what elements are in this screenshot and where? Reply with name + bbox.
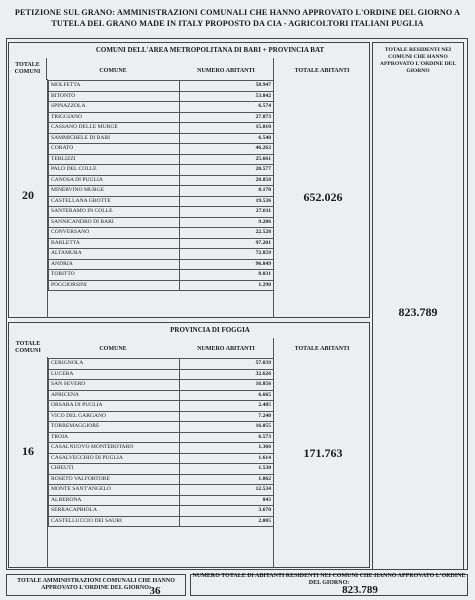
comune-cell: SAMMICHELE DI BARI [49, 133, 180, 144]
abitanti-cell: 57.039 [180, 359, 274, 370]
table-row [49, 228, 274, 239]
table-row [49, 249, 274, 260]
abitanti-cell: 20.577 [180, 165, 274, 176]
comune-cell: LUCERA [49, 369, 180, 380]
foggia-col-totale-abitanti: TOTALE ABITANTI [294, 345, 350, 352]
abitanti-cell: 15.010 [180, 123, 274, 134]
table-row [49, 411, 274, 422]
table-row [49, 453, 274, 464]
foggia-col-total-comuni: TOTALE COMUNI [15, 341, 41, 354]
abitanti-cell: 32.626 [180, 369, 274, 380]
bari-total-abitanti: 652.026 [303, 189, 343, 204]
footer-right-text: NUMERO TOTALE DI ABITANTI RESIDENTI NEI COMUNI CHE HANNO APPROVATO L'ORDINE DEL GIORNO: [192, 573, 466, 586]
footer-right-number: 823.789 [342, 584, 378, 596]
comune-cell: CASSANO DELLE MURGE [49, 123, 180, 134]
comune-cell: ALTAMURA [49, 249, 180, 260]
title-line-1: PETIZIONE SUL GRANO: AMMINISTRAZIONI COMUNALI CHE HANNO APPROVATO L'ORDINE DEL GIORNO A [14, 8, 461, 17]
comune-cell: CASALNUOVO MONTEROTARO [49, 443, 180, 454]
bari-col-totale-abitanti: TOTALE ABITANTI [294, 67, 350, 74]
abitanti-cell: 843 [180, 495, 274, 506]
comune-cell: BARLETTA [49, 238, 180, 249]
abitanti-cell: 1.614 [180, 453, 274, 464]
comune-cell: SERRACAPRIOLA [49, 506, 180, 517]
table-row [49, 133, 274, 144]
table-row [49, 516, 274, 527]
comune-cell: ORSARA DI PUGLIA [49, 401, 180, 412]
table-row [49, 165, 274, 176]
document-title [10, 8, 465, 29]
footer-right [192, 575, 466, 585]
abitanti-cell: 27.873 [180, 112, 274, 123]
foggia-col-comune: COMUNE [99, 345, 127, 352]
foggia-total-comuni: 16 [22, 443, 34, 458]
table-row [49, 196, 274, 207]
table-row [49, 390, 274, 401]
abitanti-cell: 6.574 [180, 102, 274, 113]
bari-col-total-comuni: TOTALE COMUNI [9, 58, 47, 80]
table-row [49, 474, 274, 485]
comune-cell: SPINAZZOLA [49, 102, 180, 113]
footer-left-number: 36 [149, 585, 161, 597]
abitanti-cell: 1.290 [180, 280, 274, 291]
abitanti-cell: 25.661 [180, 154, 274, 165]
comune-cell: TERLIZZI [49, 154, 180, 165]
foggia-section-title: PROVINCIA DI FOGGIA [170, 325, 250, 334]
comune-cell: CHIEUTI [49, 464, 180, 475]
abitanti-cell: 46.263 [180, 144, 274, 155]
comune-cell: TRIGGIANO [49, 112, 180, 123]
title-line-2: TUTELA DEL GRANO MADE IN ITALY PROPOSTO DA CIA - AGRICOLTORI ITALIANI PUGLIA [51, 18, 424, 28]
comune-cell: CASTELLUCCIO DEI SAURI [49, 516, 180, 527]
bari-total-comuni: 20 [22, 187, 34, 202]
comune-cell: MINERVINO MURGE [49, 186, 180, 197]
comune-cell: CERIGNOLA [49, 359, 180, 370]
abitanti-cell: 16.855 [180, 422, 274, 433]
comune-cell: CONVERSANO [49, 228, 180, 239]
table-row [49, 432, 274, 443]
table-row [49, 359, 274, 370]
table-row [49, 495, 274, 506]
abitanti-cell: 1.862 [180, 474, 274, 485]
table-row [49, 270, 274, 281]
comune-cell: TORITTO [49, 270, 180, 281]
foggia-table [48, 358, 274, 527]
comune-cell: SAN SEVERO [49, 380, 180, 391]
comune-cell: ALBERONA [49, 495, 180, 506]
comune-cell: VICO DEL GARGANO [49, 411, 180, 422]
abitanti-cell: 1.366 [180, 443, 274, 454]
table-row [49, 144, 274, 155]
abitanti-cell: 22.528 [180, 228, 274, 239]
table-row [49, 186, 274, 197]
table-row [49, 102, 274, 113]
abitanti-cell: 2.485 [180, 401, 274, 412]
table-row [49, 464, 274, 475]
abitanti-cell: 72.859 [180, 249, 274, 260]
abitanti-cell: 19.536 [180, 196, 274, 207]
table-row [49, 112, 274, 123]
comune-cell: APRICENA [49, 390, 180, 401]
bari-col-comune: COMUNE [99, 67, 127, 74]
comune-cell: BITONTO [49, 91, 180, 102]
abitanti-cell: 16.856 [180, 380, 274, 391]
abitanti-cell: 12.534 [180, 485, 274, 496]
bari-col-abitanti: NUMERO ABITANTI [197, 67, 255, 74]
abitanti-cell: 3.670 [180, 506, 274, 517]
table-row [49, 81, 274, 92]
abitanti-cell: 27.011 [180, 207, 274, 218]
table-row [49, 485, 274, 496]
table-row [49, 506, 274, 517]
bari-section-title: COMUNI DELL'AREA METROPOLITANA DI BARI + PROVINCIA BAT [95, 45, 325, 54]
comune-cell: TORREMAGGIORE [49, 422, 180, 433]
foggia-col-abitanti: NUMERO ABITANTI [197, 345, 255, 352]
comune-cell: POGGIORSINI [49, 280, 180, 291]
table-row [49, 380, 274, 391]
comune-cell: CASTELLANA GROTTE [49, 196, 180, 207]
table-row [49, 123, 274, 134]
comune-cell: SANNICANDRO DI BARI [49, 217, 180, 228]
abitanti-cell: 97.201 [180, 238, 274, 249]
bari-table [48, 80, 274, 291]
comune-cell: MONTE SANT'ANGELO [49, 485, 180, 496]
comune-cell: CANOSA DI PUGLIA [49, 175, 180, 186]
table-row [49, 422, 274, 433]
table-row [49, 207, 274, 218]
comune-cell: ANDRIA [49, 259, 180, 270]
abitanti-cell: 58.947 [180, 81, 274, 92]
abitanti-cell: 28.058 [180, 175, 274, 186]
abitanti-cell: 2.005 [180, 516, 274, 527]
abitanti-cell: 8.031 [180, 270, 274, 281]
table-row [49, 369, 274, 380]
abitanti-cell: 9.206 [180, 217, 274, 228]
abitanti-cell: 6.665 [180, 390, 274, 401]
comune-cell: CORATO [49, 144, 180, 155]
table-row [49, 259, 274, 270]
table-row [49, 91, 274, 102]
comune-cell: SANTERAMO IN COLLE [49, 207, 180, 218]
abitanti-cell: 6.573 [180, 432, 274, 443]
abitanti-cell: 53.842 [180, 91, 274, 102]
table-row [49, 175, 274, 186]
abitanti-cell: 6.540 [180, 133, 274, 144]
comune-cell: MOLFETTA [49, 81, 180, 92]
comune-cell: TROIA [49, 432, 180, 443]
totale-residenti-header: TOTALE RESIDENTI NEI COMUNI CHE HANNO APPROVATO L'ORDINE DEL GIORNO [379, 47, 457, 74]
footer-left-text: TOTALE AMMINISTRAZIONI COMUNALI CHE HANNO APPROVATO L'ORDINE DEL GIORNO: [17, 578, 175, 591]
abitanti-cell: 96.849 [180, 259, 274, 270]
table-row [49, 154, 274, 165]
totale-residenti-value: 823.789 [398, 304, 438, 319]
table-row [49, 238, 274, 249]
foggia-total-abitanti: 171.763 [303, 445, 343, 460]
table-row [49, 280, 274, 291]
comune-cell: ROSETO VALFORTORE [49, 474, 180, 485]
table-row [49, 443, 274, 454]
comune-cell: CASALVECCHIO DI PUGLIA [49, 453, 180, 464]
abitanti-cell: 8.170 [180, 186, 274, 197]
table-row [49, 217, 274, 228]
abitanti-cell: 7.240 [180, 411, 274, 422]
table-row [49, 401, 274, 412]
abitanti-cell: 1.530 [180, 464, 274, 475]
comune-cell: PALO DEL COLLE [49, 165, 180, 176]
